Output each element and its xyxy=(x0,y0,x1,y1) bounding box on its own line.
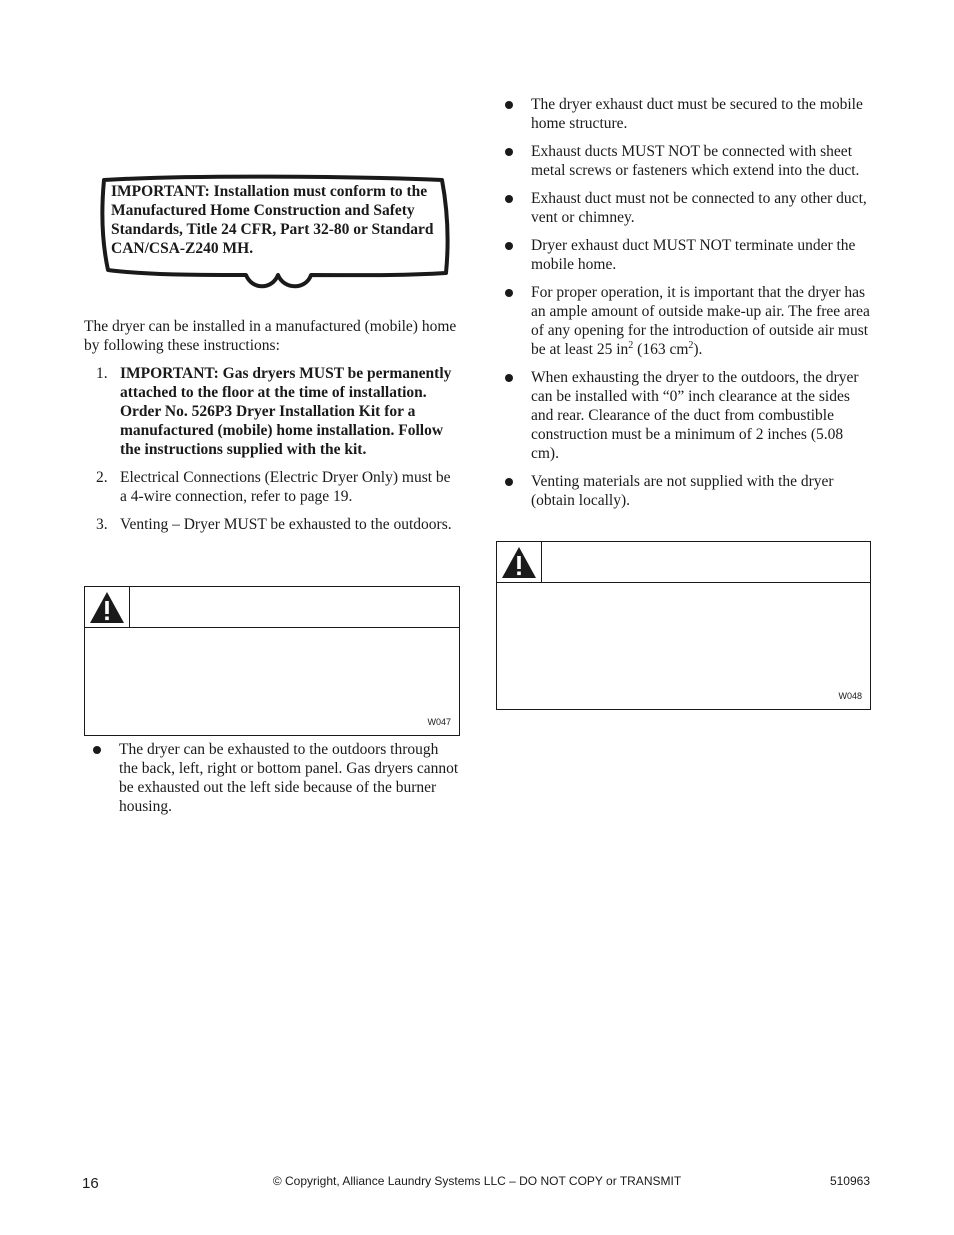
list-item xyxy=(84,740,460,816)
intro-paragraph: The dryer can be installed in a manufactured (mobile) home by following these instructions: xyxy=(84,318,457,354)
warning-icon-cell xyxy=(497,542,542,582)
superscript: 2 xyxy=(688,339,694,351)
bullet-text: Exhaust ducts MUST NOT be connected with sheet metal screws or fasteners which extend into the duct. xyxy=(531,143,860,179)
bullet-text: The dryer exhaust duct must be secured to the mobile home structure. xyxy=(531,96,863,132)
bullet-text: The dryer can be exhausted to the outdoors through the back, left, right or bottom panel. Gas dryers cannot be exhausted out the left side because of the burner housing. xyxy=(119,741,459,815)
bullet-icon xyxy=(505,478,513,486)
document-number: 510963 xyxy=(829,1174,870,1188)
warning-icon-cell xyxy=(85,587,130,627)
left-bullet-list xyxy=(84,740,460,825)
page-number: 16 xyxy=(82,1175,99,1192)
step-text: Venting – Dryer MUST be exhausted to the outdoors. xyxy=(120,516,452,533)
right-bullet-list xyxy=(496,95,871,519)
bullet-icon xyxy=(505,242,513,250)
step-item xyxy=(84,468,460,506)
step-text: Electrical Connections (Electric Dryer Only) must be a 4-wire connection, refer to page 19. xyxy=(120,469,451,505)
warning-code: W048 xyxy=(838,691,862,701)
bullet-text-part: (163 cm xyxy=(633,341,689,358)
bullet-icon xyxy=(505,148,513,156)
warning-triangle-icon xyxy=(497,542,541,582)
bullet-text: Venting materials are not supplied with the dryer (obtain locally). xyxy=(531,473,834,509)
bullet-text-part: For proper operation, it is important that the dryer has an ample amount of outside make-up air. The free area of any opening for the introduction of outside air must be at least 25 in xyxy=(531,284,870,358)
list-item xyxy=(496,368,871,463)
bullet-text: Dryer exhaust duct MUST NOT terminate under the mobile home. xyxy=(531,237,856,273)
list-item xyxy=(496,283,871,359)
bullet-icon xyxy=(93,746,101,754)
warning-box-w047 xyxy=(84,586,460,736)
step-item xyxy=(84,515,460,534)
step-text: IMPORTANT: Gas dryers MUST be permanently attached to the floor at the time of installation. Order No. 526P3 Dryer Installation Kit for a manufactured (mobile) home installation. Follow the instructions supplied with the kit. xyxy=(120,365,452,458)
callout-text: IMPORTANT: Installation must conform to the Manufactured Home Construction and Safety Standards, Title 24 CFR, Part 32-80 or Standard CAN/CSA-Z240 MH. xyxy=(111,183,434,257)
bullet-icon xyxy=(505,195,513,203)
warning-triangle-icon xyxy=(85,587,129,627)
list-item xyxy=(496,142,871,180)
warning-header xyxy=(497,542,870,583)
bullet-icon xyxy=(505,289,513,297)
bullet-icon xyxy=(505,101,513,109)
superscript: 2 xyxy=(628,339,634,351)
bullet-text: When exhausting the dryer to the outdoors, the dryer can be installed with “0” inch clearance at the sides and rear. Clearance of the duct from combustible construction must be a minimum of 2 inches (5.08 cm). xyxy=(531,369,859,462)
list-item xyxy=(496,236,871,274)
warning-code: W047 xyxy=(427,717,451,727)
list-item xyxy=(496,189,871,227)
warning-header xyxy=(85,587,459,628)
bullet-text-part: ). xyxy=(693,341,703,358)
warning-box-w048 xyxy=(496,541,871,710)
step-number: 1. xyxy=(96,365,108,382)
step-number: 3. xyxy=(96,516,108,533)
list-item xyxy=(496,472,871,510)
bullet-icon xyxy=(505,374,513,382)
bullet-text: Exhaust duct must not be connected to any other duct, vent or chimney. xyxy=(531,190,867,226)
step-item xyxy=(84,364,460,459)
step-number: 2. xyxy=(96,469,108,486)
important-callout xyxy=(96,172,452,292)
bullet-text xyxy=(531,284,870,358)
list-item xyxy=(496,95,871,133)
copyright-notice: © Copyright, Alliance Laundry Systems LLC – DO NOT COPY or TRANSMIT xyxy=(272,1174,682,1188)
installation-steps xyxy=(84,364,460,543)
